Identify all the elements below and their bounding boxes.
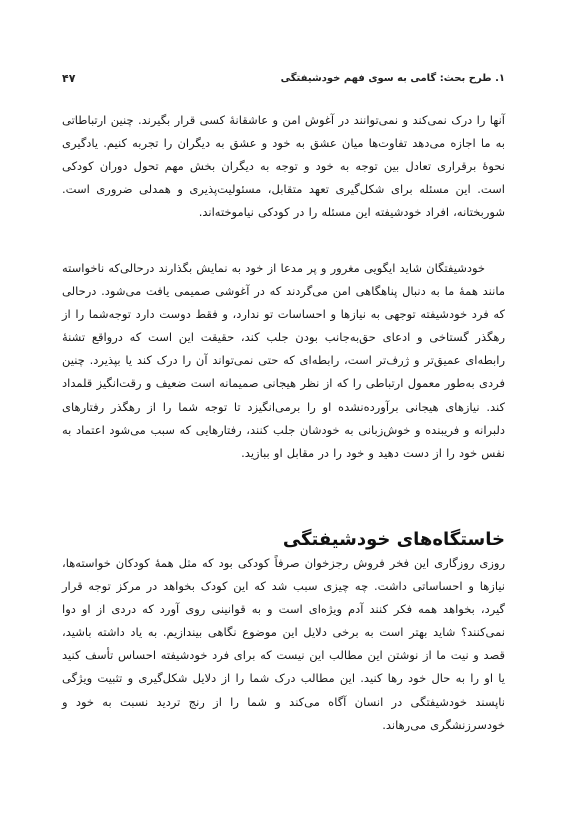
section-heading: خاستگاه‌های خودشیفتگی [282, 529, 505, 551]
paragraph-block-origins [62, 552, 505, 737]
running-header [62, 68, 505, 88]
page-number: ۴۷ [62, 71, 76, 85]
paragraph-origins: روزی روزگاری این فخر فروش رجزخوان صرفاً کودکی بود که مثل همۀ کودکان خواسته‌ها، نیازها و احساساتی داشت. چه چیزی سبب شد که این کودک بخواهد در مرکز توجه قرار گیرد، بخواهد همه فکر کنند آدم ویژه‌ای است و به قوانینی روی آورد که دردی از او دوا نمی‌کنند؟ شاید بهتر است به برخی دلایل این موضوع نگاهی بیندازیم. به یاد داشته باشید، قصد و نیت ما از نوشتن این مطالب این نیست که برای فرد خودشیفته احساس تأسف کنید یا او را به حال خود رها کنید. این مطالب درک شما را از دلایل شکل‌گیری و تثبیت ویژگی ناپسند خودشیفتگی در انسان آگاه می‌کند و شما را از رنج تردید نسبت به خود و خود‌سرزنشگری می‌رهاند. [62, 556, 505, 732]
paragraph-block-narcissist [62, 257, 505, 465]
paragraph-intro: آنها را درک نمی‌کند و نمی‌توانند در آغوش امن و عاشقانۀ کسی قرار بگیرند. چنین ارتباطاتی به ما اجازه می‌دهد تفاوت‌ها میان عشق به خود و عشق به دیگران را تجربه کنیم. یادگیری نحوۀ برقراری تعادل بین توجه به خود و توجه به دیگران بخش مهم تحول دوران کودکی است. این مسئله برای شکل‌گیری تعهد متقابل، مسئولیت‌پذیری و همدلی ضروری است. شوربختانه، افراد خودشیفته این مسئله را در کودکی نیاموخته‌اند. [62, 113, 505, 220]
paragraph-narcissist: خودشیفتگان شاید ایگویی مغرور و پر مدعا از خود به نمایش بگذارند درحالی‌که ناخواسته مانند همۀ ما به دنبال پناهگاهی امن می‌گردند که در آغوشی صمیمی یافت می‌شود. درحالی که فرد خودشیفته توجهی به نیازها و احساسات تو ندارد، و فقط دوست دارد توجه‌شما را از رهگذر گستاخی و ادعای حق‌به‌جانب بودن جلب کند، حقیقت این است که درواقع تشنۀ رابطه‌ای عمیق‌تر و ژرف‌تر است، رابطه‌ای که حتی نمی‌تواند آن را درک کند یا بپذیرد. چنین فردی به‌طور معمول ارتباطی را که از نظر هیجانی صمیمانه است ضعیف و رقت‌انگیز قلمداد کند. نیازهای هیجانی برآورده‌نشده او را برمی‌انگیزد تا توجه شما را از رهگذر رفتارهای دلبرانه و فریبنده و خوش‌زبانی به خودشان جلب کنند، رفتارهایی که سبب می‌شود اعتماد به نفس خود را از دست دهید و خود را در مقابل او ببازید. [62, 261, 505, 460]
running-title: ۱. طرح بحث: گامی به سوی فهم خودشیفتگی [280, 72, 505, 84]
paragraph-block-intro [62, 109, 505, 224]
